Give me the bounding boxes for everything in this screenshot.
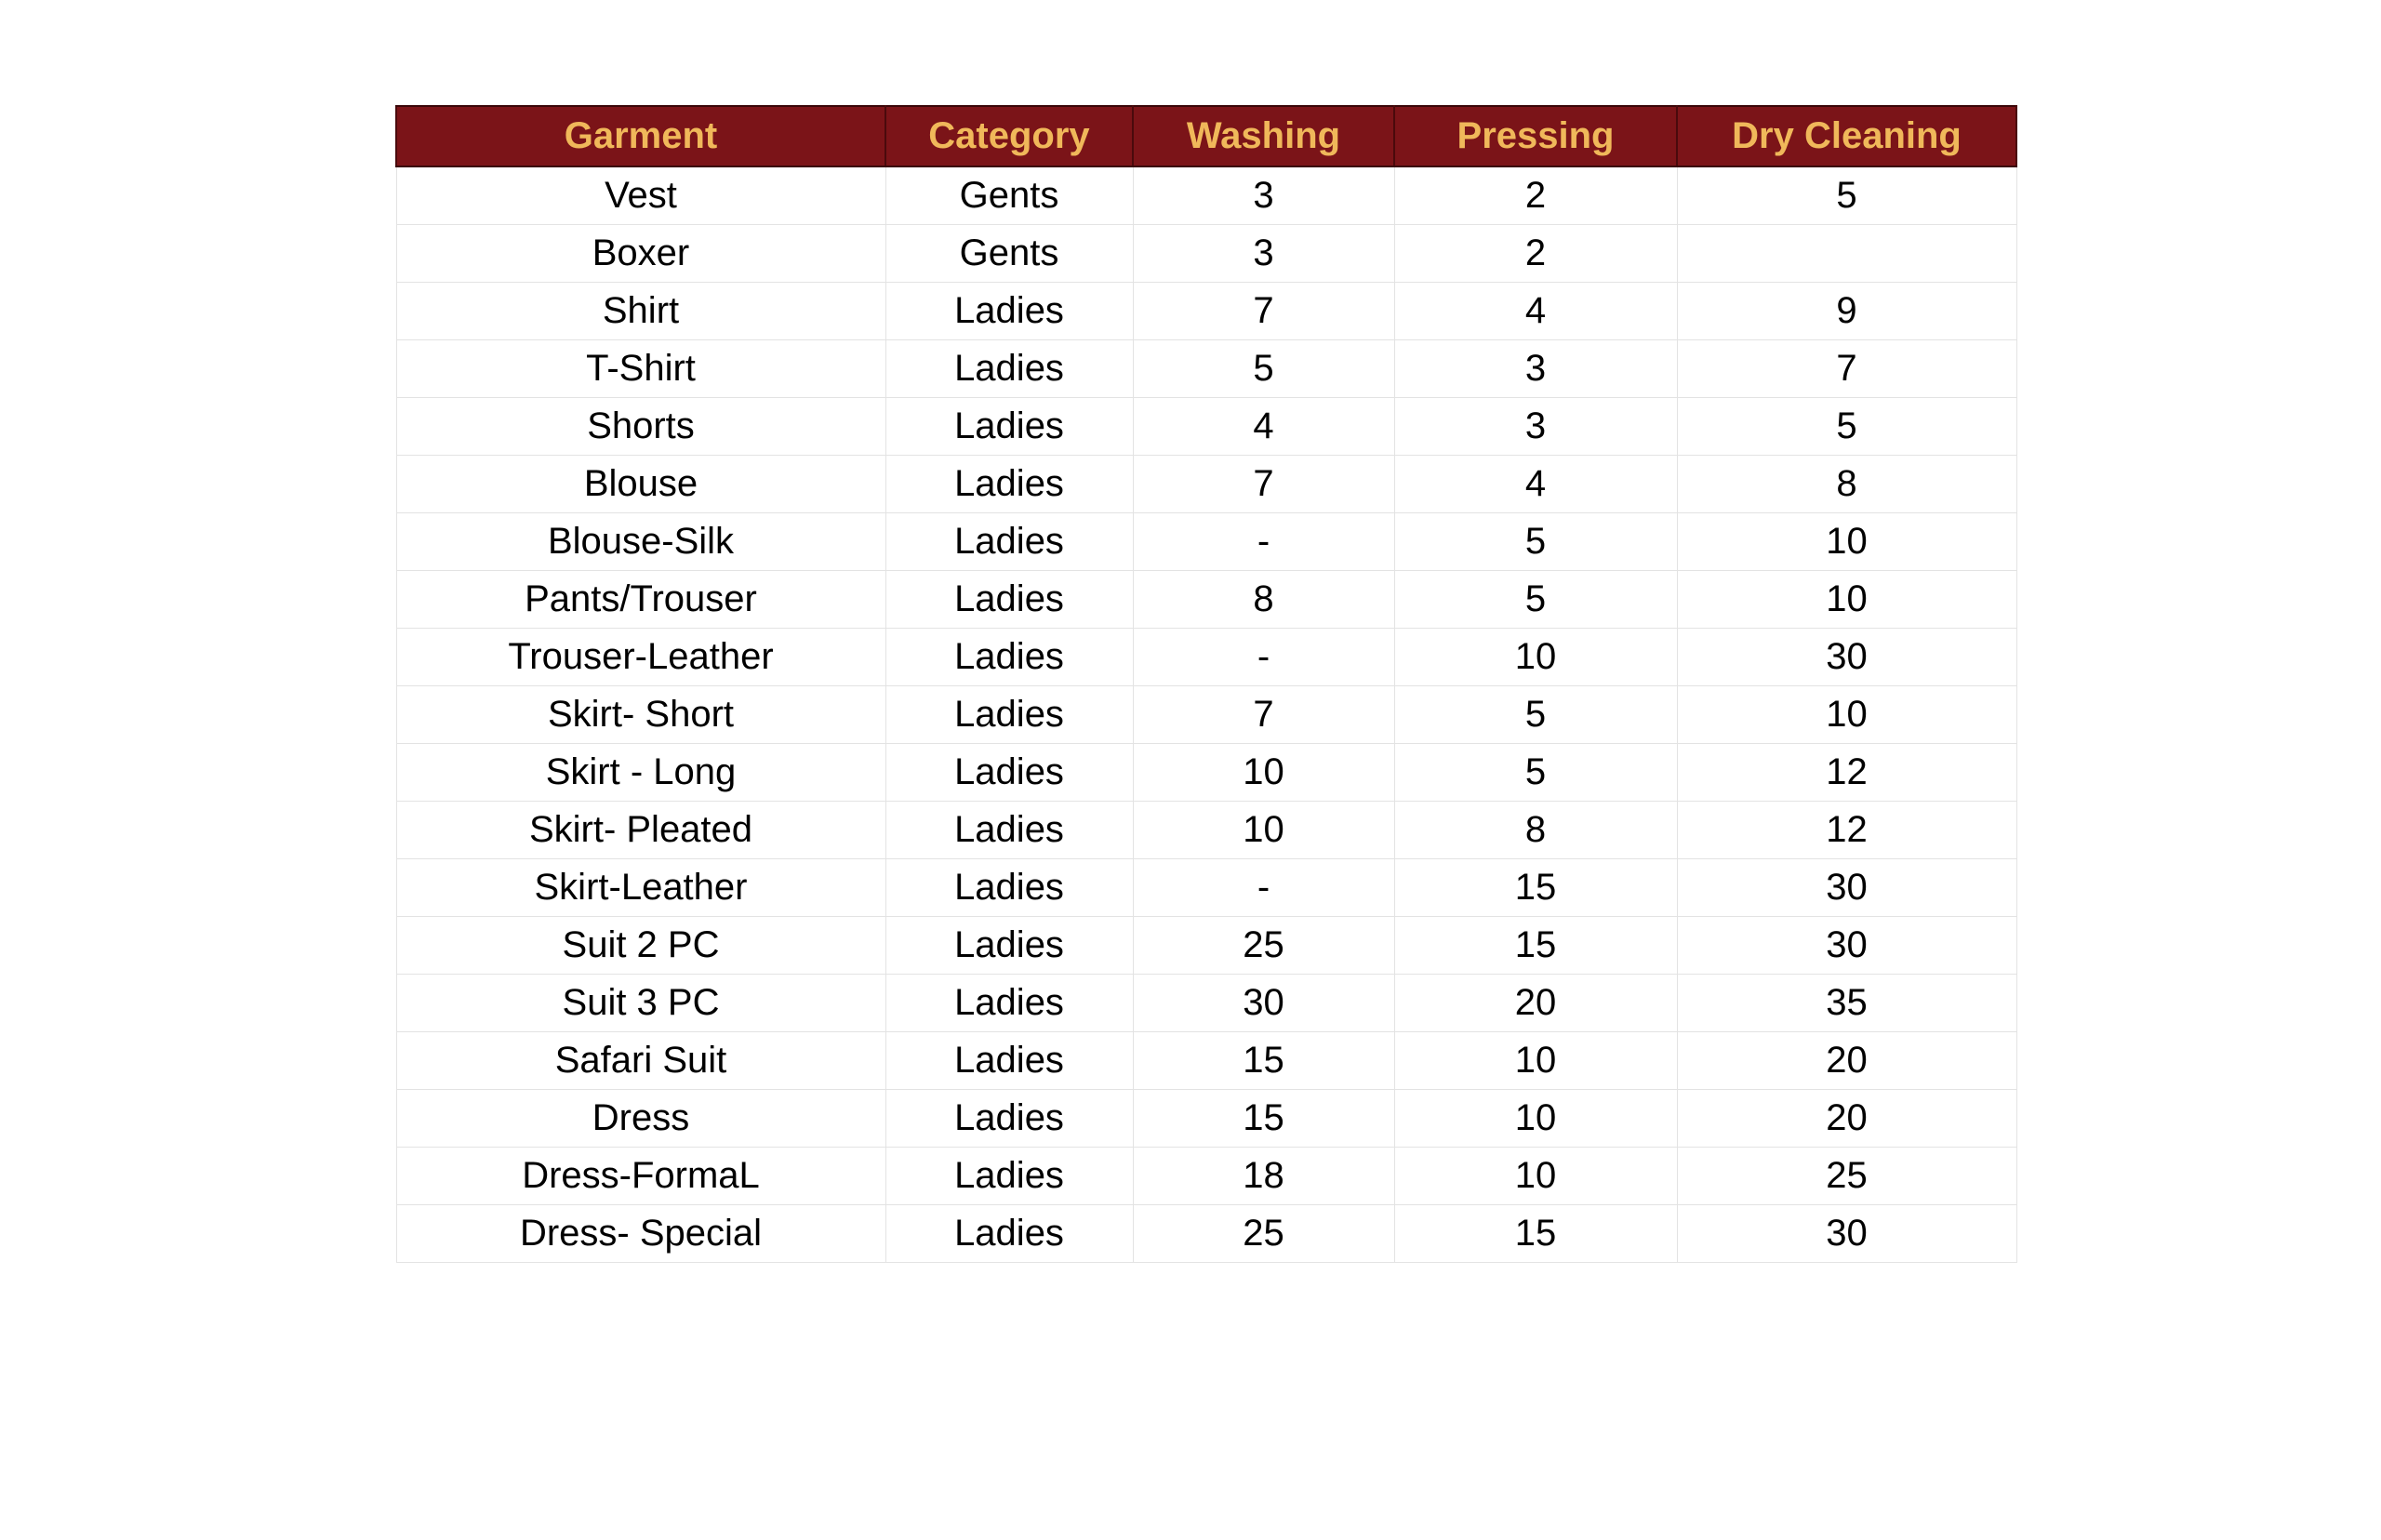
cell-garment: Shorts — [396, 398, 885, 456]
cell-washing: 18 — [1133, 1148, 1394, 1205]
table-row — [396, 1032, 2016, 1090]
cell-garment: Safari Suit — [396, 1032, 885, 1090]
cell-category: Ladies — [885, 571, 1133, 629]
table-row — [396, 917, 2016, 975]
cell-category: Ladies — [885, 686, 1133, 744]
cell-dry-cleaning: 10 — [1677, 513, 2016, 571]
table-row — [396, 513, 2016, 571]
table-row — [396, 975, 2016, 1032]
cell-garment: Shirt — [396, 283, 885, 340]
cell-pressing: 2 — [1394, 166, 1677, 225]
cell-garment: Dress-FormaL — [396, 1148, 885, 1205]
table-body — [396, 166, 2016, 1263]
cell-garment: Vest — [396, 166, 885, 225]
cell-pressing: 3 — [1394, 340, 1677, 398]
cell-category: Ladies — [885, 975, 1133, 1032]
table-row — [396, 686, 2016, 744]
cell-garment: Blouse — [396, 456, 885, 513]
table-row — [396, 1090, 2016, 1148]
cell-dry-cleaning: 30 — [1677, 859, 2016, 917]
cell-category: Ladies — [885, 340, 1133, 398]
cell-washing: 7 — [1133, 456, 1394, 513]
cell-category: Ladies — [885, 917, 1133, 975]
cell-washing: - — [1133, 513, 1394, 571]
table-row — [396, 802, 2016, 859]
cell-category: Ladies — [885, 629, 1133, 686]
cell-category: Ladies — [885, 1205, 1133, 1263]
cell-dry-cleaning — [1677, 225, 2016, 283]
cell-category: Gents — [885, 225, 1133, 283]
cell-category: Ladies — [885, 859, 1133, 917]
cell-category: Ladies — [885, 398, 1133, 456]
cell-washing: 4 — [1133, 398, 1394, 456]
table-row — [396, 629, 2016, 686]
cell-washing: 10 — [1133, 802, 1394, 859]
cell-pressing: 10 — [1394, 629, 1677, 686]
table-row — [396, 571, 2016, 629]
cell-category: Ladies — [885, 1090, 1133, 1148]
cell-garment: Skirt- Pleated — [396, 802, 885, 859]
table-row — [396, 456, 2016, 513]
cell-dry-cleaning: 25 — [1677, 1148, 2016, 1205]
cell-washing: 10 — [1133, 744, 1394, 802]
cell-dry-cleaning: 10 — [1677, 571, 2016, 629]
cell-pressing: 20 — [1394, 975, 1677, 1032]
cell-category: Ladies — [885, 1032, 1133, 1090]
header-row — [396, 106, 2016, 166]
cell-garment: Suit 2 PC — [396, 917, 885, 975]
cell-category: Ladies — [885, 744, 1133, 802]
header-garment: Garment — [396, 106, 885, 166]
cell-pressing: 10 — [1394, 1032, 1677, 1090]
cell-dry-cleaning: 30 — [1677, 917, 2016, 975]
cell-pressing: 15 — [1394, 859, 1677, 917]
cell-pressing: 5 — [1394, 744, 1677, 802]
cell-pressing: 15 — [1394, 917, 1677, 975]
table-row — [396, 1205, 2016, 1263]
cell-category: Ladies — [885, 513, 1133, 571]
cell-washing: 3 — [1133, 166, 1394, 225]
cell-dry-cleaning: 9 — [1677, 283, 2016, 340]
cell-dry-cleaning: 20 — [1677, 1032, 2016, 1090]
cell-dry-cleaning: 7 — [1677, 340, 2016, 398]
cell-washing: 7 — [1133, 283, 1394, 340]
cell-dry-cleaning: 8 — [1677, 456, 2016, 513]
cell-washing: 8 — [1133, 571, 1394, 629]
cell-dry-cleaning: 10 — [1677, 686, 2016, 744]
cell-dry-cleaning: 35 — [1677, 975, 2016, 1032]
cell-washing: 3 — [1133, 225, 1394, 283]
cell-pressing: 10 — [1394, 1090, 1677, 1148]
cell-pressing: 8 — [1394, 802, 1677, 859]
cell-pressing: 15 — [1394, 1205, 1677, 1263]
table-row — [396, 166, 2016, 225]
price-list-sheet — [395, 105, 2015, 1263]
cell-category: Ladies — [885, 283, 1133, 340]
cell-dry-cleaning: 30 — [1677, 629, 2016, 686]
cell-garment: Skirt - Long — [396, 744, 885, 802]
cell-washing: 25 — [1133, 917, 1394, 975]
cell-category: Ladies — [885, 802, 1133, 859]
cell-washing: 25 — [1133, 1205, 1394, 1263]
cell-dry-cleaning: 12 — [1677, 744, 2016, 802]
cell-garment: Dress- Special — [396, 1205, 885, 1263]
header-category: Category — [885, 106, 1133, 166]
cell-dry-cleaning: 5 — [1677, 398, 2016, 456]
cell-washing: - — [1133, 859, 1394, 917]
table-row — [396, 859, 2016, 917]
table-row — [396, 744, 2016, 802]
header-pressing: Pressing — [1394, 106, 1677, 166]
cell-garment: Trouser-Leather — [396, 629, 885, 686]
cell-category: Gents — [885, 166, 1133, 225]
cell-pressing: 2 — [1394, 225, 1677, 283]
cell-garment: Blouse-Silk — [396, 513, 885, 571]
table-header — [396, 106, 2016, 166]
cell-category: Ladies — [885, 1148, 1133, 1205]
cell-washing: 5 — [1133, 340, 1394, 398]
table-row — [396, 1148, 2016, 1205]
cell-washing: 15 — [1133, 1032, 1394, 1090]
cell-pressing: 4 — [1394, 283, 1677, 340]
cell-garment: Boxer — [396, 225, 885, 283]
cell-garment: Skirt- Short — [396, 686, 885, 744]
cell-dry-cleaning: 30 — [1677, 1205, 2016, 1263]
table-row — [396, 340, 2016, 398]
cell-category: Ladies — [885, 456, 1133, 513]
cell-garment: Skirt-Leather — [396, 859, 885, 917]
cell-pressing: 10 — [1394, 1148, 1677, 1205]
cell-pressing: 4 — [1394, 456, 1677, 513]
cell-dry-cleaning: 12 — [1677, 802, 2016, 859]
cell-dry-cleaning: 5 — [1677, 166, 2016, 225]
header-washing: Washing — [1133, 106, 1394, 166]
cell-washing: 30 — [1133, 975, 1394, 1032]
price-table — [395, 105, 2017, 1263]
table-row — [396, 398, 2016, 456]
cell-garment: Suit 3 PC — [396, 975, 885, 1032]
cell-pressing: 5 — [1394, 686, 1677, 744]
cell-washing: 15 — [1133, 1090, 1394, 1148]
cell-washing: - — [1133, 629, 1394, 686]
cell-washing: 7 — [1133, 686, 1394, 744]
cell-dry-cleaning: 20 — [1677, 1090, 2016, 1148]
cell-garment: T-Shirt — [396, 340, 885, 398]
cell-garment: Dress — [396, 1090, 885, 1148]
header-dry-cleaning: Dry Cleaning — [1677, 106, 2016, 166]
table-row — [396, 225, 2016, 283]
cell-pressing: 5 — [1394, 513, 1677, 571]
cell-pressing: 3 — [1394, 398, 1677, 456]
cell-pressing: 5 — [1394, 571, 1677, 629]
table-row — [396, 283, 2016, 340]
cell-garment: Pants/Trouser — [396, 571, 885, 629]
